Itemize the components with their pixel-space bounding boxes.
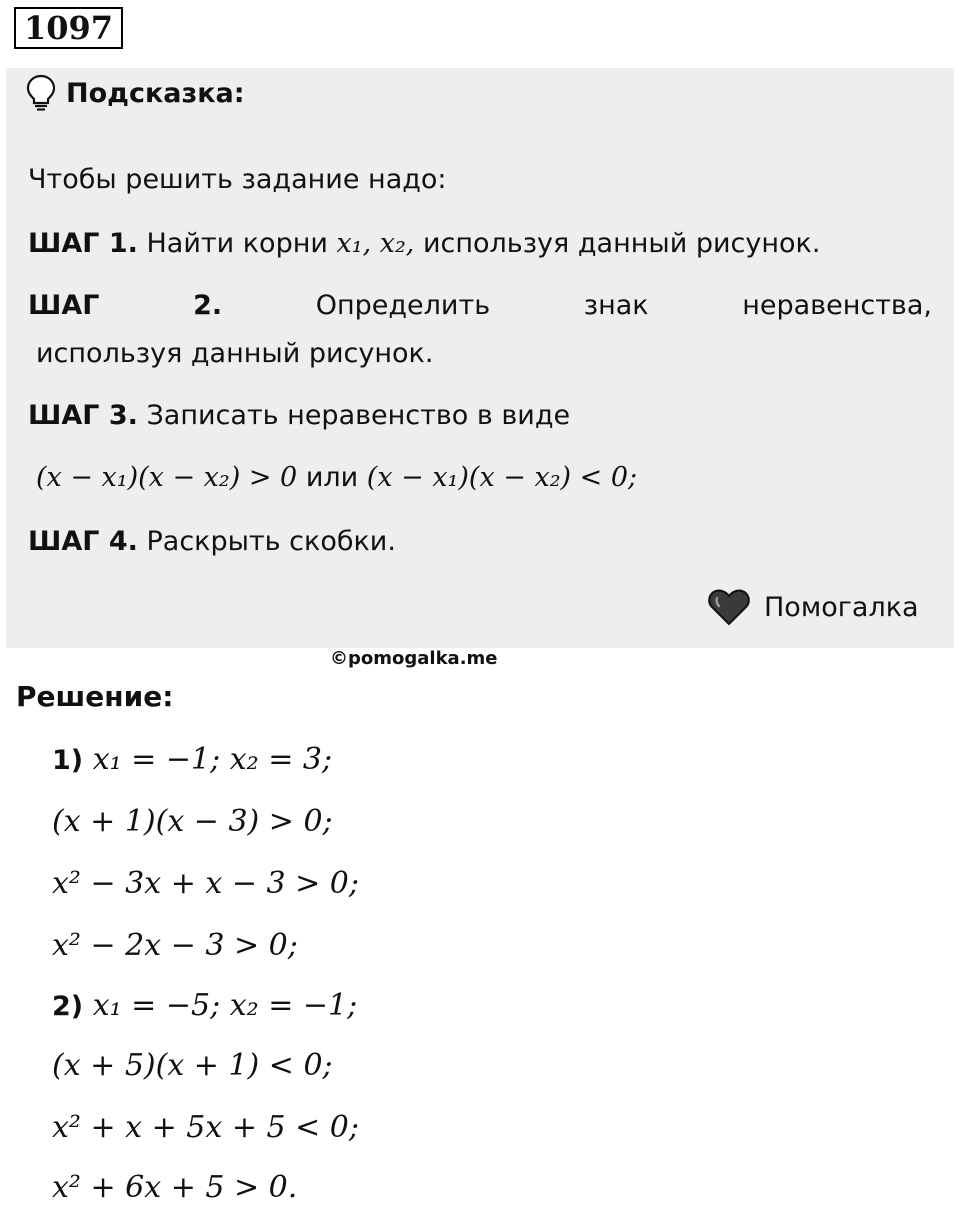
step-2-number: 2.: [193, 290, 223, 321]
step-3-math-left: (x − x₁)(x − x₂) > 0: [36, 462, 298, 493]
solution-line: [52, 926, 298, 966]
solution-line: [52, 740, 332, 781]
solution-line: [52, 1046, 333, 1086]
lightbulb-icon: [26, 74, 56, 112]
step-4: [28, 524, 396, 560]
solution-line: [52, 802, 333, 842]
step-4-text: Раскрыть скобки.: [146, 526, 396, 557]
copyright: ©pomogalka.me: [330, 648, 498, 669]
solution-math: x² + 6x + 5 > 0.: [52, 1170, 298, 1205]
solution-line: [52, 864, 359, 904]
solution-line: [52, 1168, 297, 1208]
solution-math: x² − 2x − 3 > 0;: [52, 928, 298, 963]
step-3-label: ШАГ 3.: [28, 400, 138, 431]
hint-intro: Чтобы решить задание надо:: [28, 164, 447, 195]
brand: [708, 588, 919, 626]
solution-math: x₁ = −5; x₂ = −1;: [92, 988, 358, 1023]
solution-part-number: 2): [52, 991, 84, 1022]
step-2-word-1: Определить: [315, 290, 491, 321]
step-1-text-before: Найти корни: [146, 228, 328, 259]
step-2-line-1: [28, 288, 932, 324]
solution-line: [52, 986, 357, 1027]
solution-math: x₁ = −1; x₂ = 3;: [92, 742, 333, 777]
step-3-text: Записать неравенство в виде: [146, 400, 571, 431]
heart-icon: [708, 588, 750, 626]
task-number: 1097: [14, 7, 123, 49]
step-3-formula: [36, 460, 637, 496]
solution-math: x² − 3x + x − 3 > 0;: [52, 866, 359, 901]
solution-line: [52, 1108, 359, 1148]
step-3-math-right: (x − x₁)(x − x₂) < 0;: [366, 462, 638, 493]
solution-math: x² + x + 5x + 5 < 0;: [52, 1110, 359, 1145]
solution-math: (x + 1)(x − 3) > 0;: [52, 804, 333, 839]
step-1-math: x₁, x₂,: [336, 228, 415, 259]
solution-part-number: 1): [52, 745, 84, 776]
step-4-label: ШАГ 4.: [28, 526, 138, 557]
step-1-label: ШАГ 1.: [28, 228, 138, 259]
step-3: [28, 398, 570, 434]
step-1-text-after: используя данный рисунок.: [422, 228, 821, 259]
step-3-or: или: [305, 462, 359, 493]
solution-math: (x + 5)(x + 1) < 0;: [52, 1048, 333, 1083]
hint-title: Подсказка:: [66, 77, 245, 109]
solution-title: Решение:: [16, 680, 174, 713]
step-2-word: ШАГ: [28, 290, 100, 321]
step-2-word-3: неравенства,: [742, 290, 932, 321]
step-2-line-2: используя данный рисунок.: [36, 338, 434, 369]
step-2-word-2: знак: [583, 290, 649, 321]
brand-name: Помогалка: [764, 591, 919, 623]
step-1: [28, 226, 820, 262]
hint-header: [26, 74, 245, 112]
